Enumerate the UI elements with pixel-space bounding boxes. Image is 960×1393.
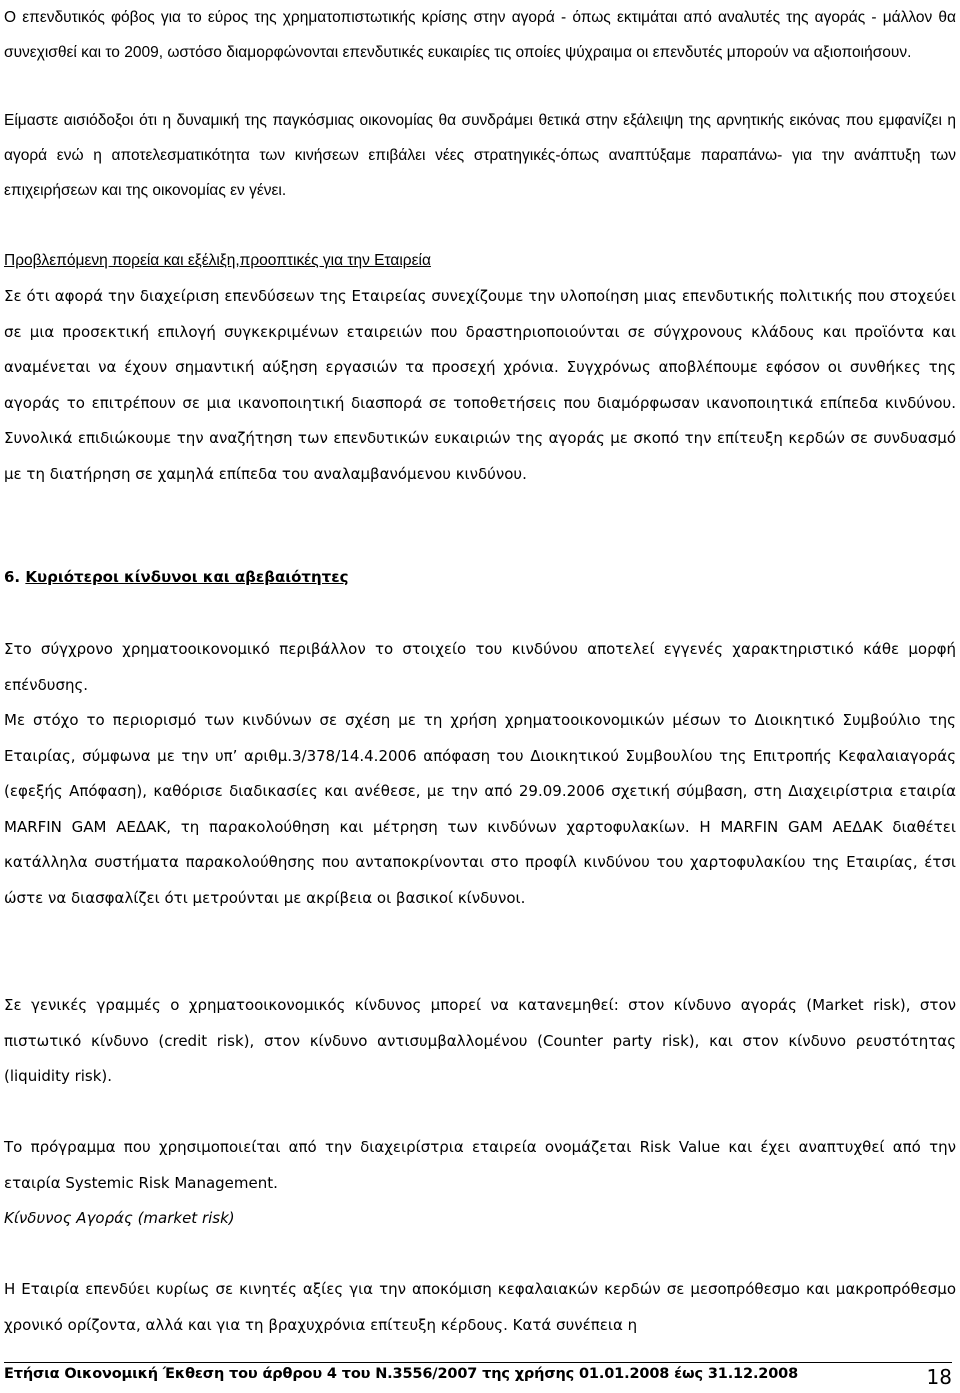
section-6-heading <box>4 560 956 596</box>
market-risk-heading: Κίνδυνος Αγοράς (market risk) <box>4 1209 235 1227</box>
outlook-paragraph: Σε ότι αφορά την διαχείριση επενδύσεων της Εταιρείας συνεχίζουμε την υλοποίηση μιας επενδυτικής πολιτικής που στοχεύει σε μια προσεκτική επιλογή συγκεκριμένων εταιρειών που δραστηριοποιούνται σε σύγχρονους κλάδους και προϊόντα και αναμένεται να έχουν σημαντική αύξηση εργασιών τα προσεχή χρόνια. Συγχρόνως αποβλέπουμε εφόσον οι συνθήκες της αγοράς το επιτρέπουν σε μια ικανοποιητική διασπορά σε τοποθετήσεις που διαμόρφωσαν ικανοποιητικά επίπεδα κινδύνου. Συνολικά επιδιώκουμε την αναζήτηση των επενδυτικών ευκαιριών της αγοράς με σκοπό την επίτευξη κερδών σε συνδυασμό με τη διατήρηση σε χαμηλά επίπεδα του αναλαμβανόμενου κινδύνου. <box>4 287 956 483</box>
page-number: 18 <box>926 1365 952 1389</box>
risks-paragraph-1: Στο σύγχρονο χρηματοοικονομικό περιβάλλον το στοιχείο του κινδύνου αποτελεί εγγενές χαρακτηριστικό κάθε μορφή επένδυσης. <box>4 640 956 694</box>
intro-paragraph-2: Είμαστε αισιόδοξοι ότι η δυναμική της παγκόσμιας οικονομίας θα συνδράμει θετικά στην εξάλειψη της αρνητικής εικόνας που εμφανίζει η αγορά ενώ η αποτελεσματικότητα των κινήσεων επιβάλει νέες στρατηγικές-όπως αναπτύξαμε παραπάνω- για την ανάπτυξη των επιχειρήσεων και της οικονομίας εν γένει. <box>4 112 956 199</box>
page-footer <box>4 1362 952 1393</box>
outlook-heading-text: Προβλεπόμενη πορεία και εξέλιξη,προοπτικές για την Εταιρεία <box>4 252 431 269</box>
risks-paragraph-3: Σε γενικές γραμμές ο χρηματοοικονομικός κίνδυνος μπορεί να κατανεμηθεί: στον κίνδυνο αγοράς (Market risk), στον πιστωτικό κίνδυνο (credit risk), στον κίνδυνο αντισυμβαλλομένου (Counter party risk), και στον κίνδυνο ρευστότητας (liquidity risk). <box>4 996 956 1085</box>
outlook-heading <box>4 243 956 278</box>
market-risk-paragraph: Η Εταιρία επενδύει κυρίως σε κινητές αξίες για την αποκόμιση κεφαλαιακών κερδών σε μεσοπρόθεσμο και μακροπρόθεσμο χρονικό ορίζοντα, αλλά και για τη βραχυχρόνια επίτευξη κέρδους. Κατά συνέπεια η <box>4 1280 956 1334</box>
section-number: 6. <box>4 568 21 586</box>
risks-paragraph-2: Με στόχο το περιορισμό των κινδύνων σε σχέση με τη χρήση χρηματοοικονομικών μέσων το Διοικητικό Συμβούλιο της Εταιρίας, σύμφωνα με την υπ’ αριθμ.3/378/14.4.2006 απόφαση του Διοικητικού Συμβουλίου της Επιτροπής Κεφαλαιαγοράς (εφεξής Απόφαση), καθόρισε διαδικασίες και ανέθεσε, με την από 29.09.2006 σχετική σύμβαση, στη Διαχειρίστρια εταιρία MARFIN GAM ΑΕΔΑΚ, τη παρακολούθηση και μέτρηση των κινδύνων χαρτοφυλακίων. Η MARFIN GAM ΑΕΔΑΚ διαθέτει κατάλληλα συστήματα παρακολούθησης που ανταποκρίνονται στο προφίλ κινδύνου του χαρτοφυλακίου της Εταιρίας, έτσι ώστε να διασφαλίζει ότι μετρούνται με ακρίβεια οι βασικοί κίνδυνοι. <box>4 711 956 907</box>
intro-paragraph-1: Ο επενδυτικός φόβος για το εύρος της χρηματοπιστωτικής κρίσης στην αγορά - όπως εκτιμάται από αναλυτές της αγοράς - μάλλον θα συνεχισθεί και το 2009, ωστόσο διαμορφώνονται επενδυτικές ευκαιρίες τις οποίες ψύχραιμα οι επενδυτές μπορούν να αξιοποιήσουν. <box>4 9 956 61</box>
risks-paragraph-4: Το πρόγραμμα που χρησιμοποιείται από την διαχειρίστρια εταιρεία ονομάζεται Risk Value και έχει αναπτυχθεί από την εταιρία Systemic Risk Management. <box>4 1138 956 1192</box>
footer-text: Ετήσια Οικονομική Έκθεση του άρθρου 4 του Ν.3556/2007 της χρήσης 01.01.2008 έως 31.12.2008 <box>4 1366 799 1382</box>
section-title: Κυριότεροι κίνδυνοι και αβεβαιότητες <box>25 568 349 586</box>
